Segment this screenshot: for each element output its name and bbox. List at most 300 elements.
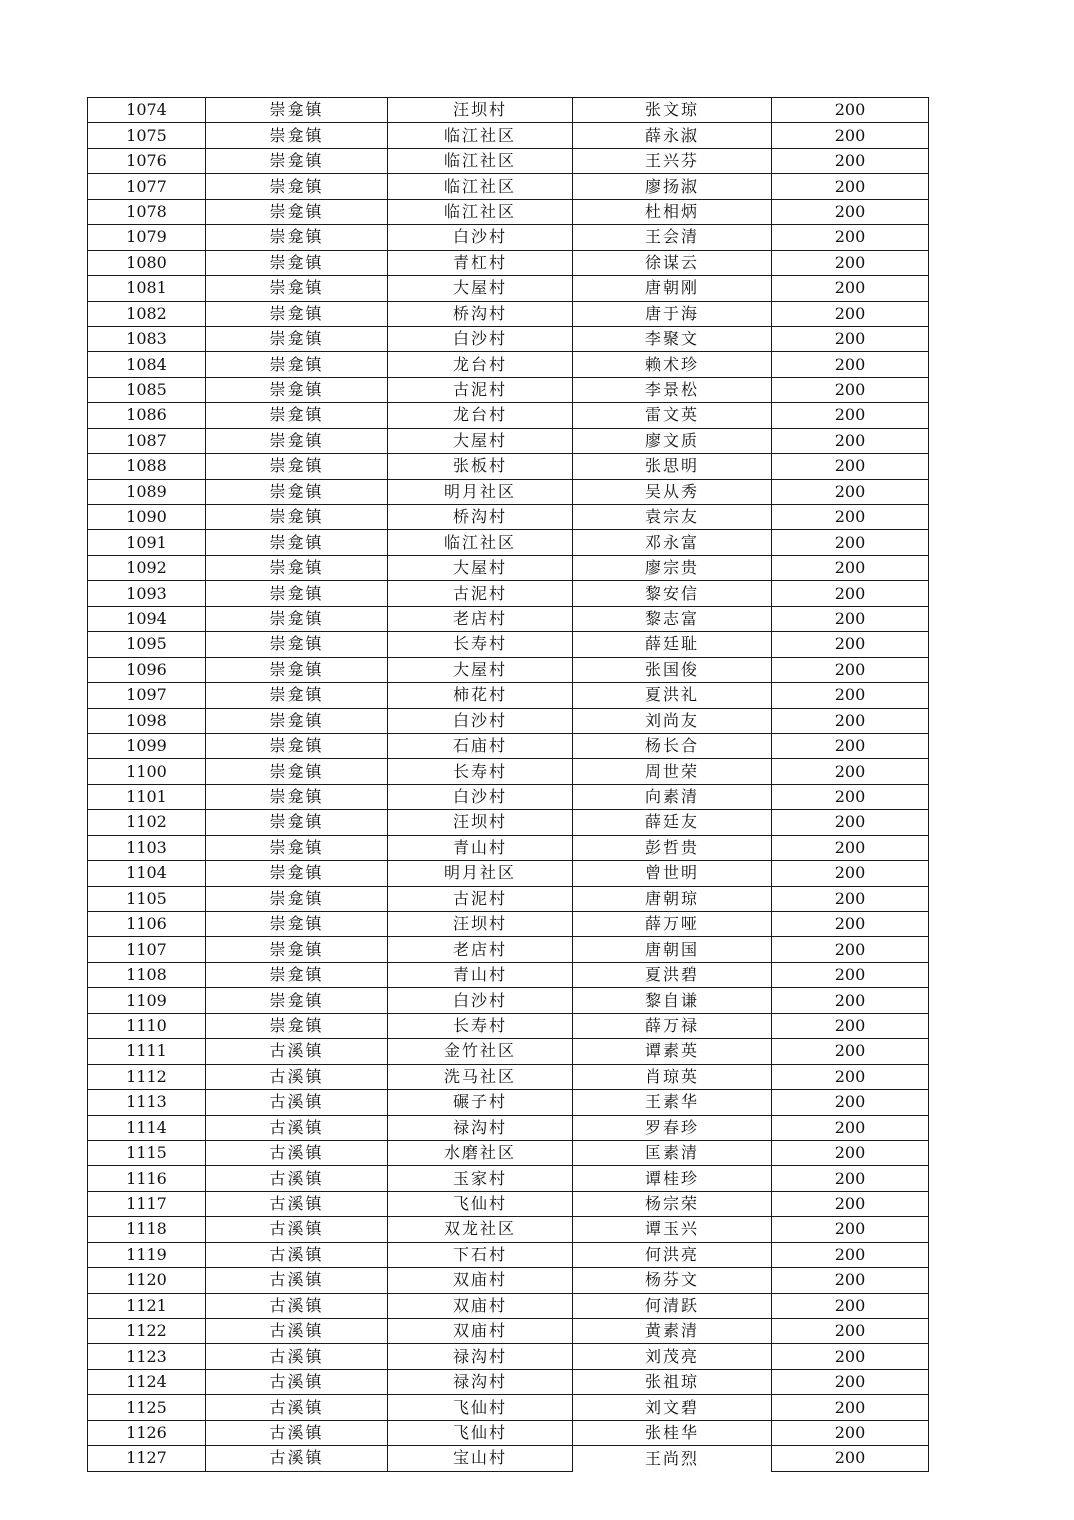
name-cell: 杨长合 [573,733,772,758]
name-cell: 何洪亮 [573,1242,772,1267]
row-number-cell: 1125 [88,1395,206,1420]
amount-cell: 200 [772,505,929,530]
village-cell: 白沙村 [388,225,573,250]
table-row [88,301,929,326]
name-cell: 张祖琼 [573,1369,772,1394]
name-cell: 彭哲贵 [573,835,772,860]
name-cell: 雷文英 [573,403,772,428]
row-number-cell: 1118 [88,1217,206,1242]
table-row [88,912,929,937]
subsidy-list-table [87,97,929,1472]
table-row [88,733,929,758]
town-cell: 古溪镇 [206,1064,388,1089]
row-number-cell: 1097 [88,683,206,708]
amount-cell: 200 [772,1369,929,1394]
name-cell: 薛廷友 [573,810,772,835]
name-cell: 李聚文 [573,326,772,351]
village-cell: 玉家村 [388,1166,573,1191]
row-number-cell: 1087 [88,428,206,453]
table-row [88,454,929,479]
name-cell: 杜相炳 [573,199,772,224]
name-cell: 向素清 [573,784,772,809]
row-number-cell: 1096 [88,657,206,682]
village-cell: 飞仙村 [388,1420,573,1445]
row-number-cell: 1112 [88,1064,206,1089]
amount-cell: 200 [772,708,929,733]
town-cell: 崇龛镇 [206,988,388,1013]
town-cell: 崇龛镇 [206,174,388,199]
row-number-cell: 1093 [88,581,206,606]
town-cell: 古溪镇 [206,1319,388,1344]
town-cell: 古溪镇 [206,1420,388,1445]
village-cell: 白沙村 [388,988,573,1013]
village-cell: 汪坝村 [388,912,573,937]
town-cell: 古溪镇 [206,1242,388,1267]
village-cell: 临江社区 [388,148,573,173]
amount-cell: 200 [772,759,929,784]
village-cell: 大屋村 [388,555,573,580]
row-number-cell: 1107 [88,937,206,962]
village-cell: 老店村 [388,937,573,962]
row-number-cell: 1084 [88,352,206,377]
table-row [88,708,929,733]
amount-cell: 200 [772,352,929,377]
table-row [88,606,929,631]
row-number-cell: 1090 [88,505,206,530]
name-cell: 唐朝琼 [573,886,772,911]
table-row [88,199,929,224]
amount-cell: 200 [772,1242,929,1267]
town-cell: 古溪镇 [206,1395,388,1420]
village-cell: 青杠村 [388,250,573,275]
name-cell: 罗春珍 [573,1115,772,1140]
row-number-cell: 1076 [88,148,206,173]
name-cell: 何清跃 [573,1293,772,1318]
name-cell: 吴从秀 [573,479,772,504]
name-cell: 谭玉兴 [573,1217,772,1242]
town-cell: 崇龛镇 [206,759,388,784]
town-cell: 崇龛镇 [206,250,388,275]
row-number-cell: 1106 [88,912,206,937]
name-cell: 谭桂珍 [573,1166,772,1191]
village-cell: 白沙村 [388,784,573,809]
amount-cell: 200 [772,810,929,835]
name-cell: 黄素清 [573,1319,772,1344]
town-cell: 古溪镇 [206,1166,388,1191]
row-number-cell: 1095 [88,632,206,657]
village-cell: 龙台村 [388,352,573,377]
row-number-cell: 1077 [88,174,206,199]
village-cell: 桥沟村 [388,301,573,326]
amount-cell: 200 [772,250,929,275]
table-row [88,1090,929,1115]
amount-cell: 200 [772,301,929,326]
town-cell: 崇龛镇 [206,937,388,962]
amount-cell: 200 [772,1090,929,1115]
table-row [88,479,929,504]
village-cell: 下石村 [388,1242,573,1267]
village-cell: 碾子村 [388,1090,573,1115]
table-row [88,250,929,275]
amount-cell: 200 [772,1039,929,1064]
town-cell: 崇龛镇 [206,148,388,173]
village-cell: 古泥村 [388,377,573,402]
table-row [88,530,929,555]
row-number-cell: 1085 [88,377,206,402]
row-number-cell: 1089 [88,479,206,504]
amount-cell: 200 [772,1064,929,1089]
village-cell: 宝山村 [388,1446,573,1471]
amount-cell: 200 [772,606,929,631]
amount-cell: 200 [772,733,929,758]
table-row [88,1064,929,1089]
name-cell: 邓永富 [573,530,772,555]
town-cell: 古溪镇 [206,1191,388,1216]
name-cell: 杨芬文 [573,1268,772,1293]
town-cell: 崇龛镇 [206,403,388,428]
amount-cell: 200 [772,479,929,504]
town-cell: 古溪镇 [206,1090,388,1115]
table-row [88,683,929,708]
town-cell: 崇龛镇 [206,784,388,809]
village-cell: 白沙村 [388,708,573,733]
table-row [88,326,929,351]
row-number-cell: 1122 [88,1319,206,1344]
name-cell: 唐于海 [573,301,772,326]
amount-cell: 200 [772,632,929,657]
town-cell: 崇龛镇 [206,98,388,123]
amount-cell: 200 [772,581,929,606]
amount-cell: 200 [772,530,929,555]
table-row [88,886,929,911]
name-cell: 张文琼 [573,98,772,123]
table-row [88,148,929,173]
town-cell: 崇龛镇 [206,377,388,402]
amount-cell: 200 [772,861,929,886]
village-cell: 大屋村 [388,657,573,682]
village-cell: 双庙村 [388,1293,573,1318]
village-cell: 古泥村 [388,581,573,606]
name-cell: 王素华 [573,1090,772,1115]
table-row [88,1191,929,1216]
village-cell: 柿花村 [388,683,573,708]
village-cell: 汪坝村 [388,810,573,835]
name-cell: 周世荣 [573,759,772,784]
amount-cell: 200 [772,1319,929,1344]
table-row [88,632,929,657]
table-body [88,98,929,1472]
name-cell: 夏洪碧 [573,962,772,987]
amount-cell: 200 [772,174,929,199]
village-cell: 长寿村 [388,632,573,657]
amount-cell: 200 [772,1217,929,1242]
village-cell: 临江社区 [388,123,573,148]
row-number-cell: 1103 [88,835,206,860]
row-number-cell: 1105 [88,886,206,911]
village-cell: 明月社区 [388,861,573,886]
row-number-cell: 1088 [88,454,206,479]
town-cell: 崇龛镇 [206,886,388,911]
town-cell: 古溪镇 [206,1268,388,1293]
village-cell: 飞仙村 [388,1395,573,1420]
name-cell: 谭素英 [573,1039,772,1064]
amount-cell: 200 [772,937,929,962]
table-row [88,428,929,453]
amount-cell: 200 [772,148,929,173]
amount-cell: 200 [772,1140,929,1165]
row-number-cell: 1081 [88,276,206,301]
amount-cell: 200 [772,555,929,580]
row-number-cell: 1083 [88,326,206,351]
name-cell: 薛万哑 [573,912,772,937]
village-cell: 青山村 [388,835,573,860]
amount-cell: 200 [772,988,929,1013]
name-cell: 黎志富 [573,606,772,631]
name-cell: 黎安信 [573,581,772,606]
town-cell: 崇龛镇 [206,301,388,326]
amount-cell: 200 [772,98,929,123]
table-row [88,98,929,123]
amount-cell: 200 [772,199,929,224]
amount-cell: 200 [772,835,929,860]
name-cell: 夏洪礼 [573,683,772,708]
town-cell: 崇龛镇 [206,479,388,504]
name-cell: 廖文质 [573,428,772,453]
row-number-cell: 1111 [88,1039,206,1064]
row-number-cell: 1080 [88,250,206,275]
name-cell: 王兴芬 [573,148,772,173]
table-row [88,581,929,606]
table-row [88,810,929,835]
town-cell: 崇龛镇 [206,352,388,377]
town-cell: 崇龛镇 [206,555,388,580]
village-cell: 长寿村 [388,759,573,784]
amount-cell: 200 [772,912,929,937]
town-cell: 古溪镇 [206,1446,388,1471]
table-row [88,759,929,784]
row-number-cell: 1120 [88,1268,206,1293]
row-number-cell: 1082 [88,301,206,326]
village-cell: 汪坝村 [388,98,573,123]
town-cell: 古溪镇 [206,1217,388,1242]
row-number-cell: 1121 [88,1293,206,1318]
town-cell: 崇龛镇 [206,530,388,555]
table-row [88,657,929,682]
village-cell: 禄沟村 [388,1115,573,1140]
table-row [88,1395,929,1420]
amount-cell: 200 [772,1166,929,1191]
name-cell: 廖宗贵 [573,555,772,580]
town-cell: 崇龛镇 [206,1013,388,1038]
name-cell: 袁宗友 [573,505,772,530]
village-cell: 飞仙村 [388,1191,573,1216]
village-cell: 大屋村 [388,276,573,301]
table-row [88,1293,929,1318]
name-cell: 张桂华 [573,1420,772,1445]
name-cell: 刘茂亮 [573,1344,772,1369]
row-number-cell: 1102 [88,810,206,835]
village-cell: 双龙社区 [388,1217,573,1242]
village-cell: 老店村 [388,606,573,631]
amount-cell: 200 [772,962,929,987]
town-cell: 古溪镇 [206,1369,388,1394]
name-cell: 曾世明 [573,861,772,886]
village-cell: 水磨社区 [388,1140,573,1165]
row-number-cell: 1114 [88,1115,206,1140]
row-number-cell: 1100 [88,759,206,784]
table-row [88,1268,929,1293]
row-number-cell: 1109 [88,988,206,1013]
village-cell: 金竹社区 [388,1039,573,1064]
village-cell: 石庙村 [388,733,573,758]
row-number-cell: 1104 [88,861,206,886]
name-cell: 刘尚友 [573,708,772,733]
town-cell: 古溪镇 [206,1115,388,1140]
name-cell: 徐谋云 [573,250,772,275]
row-number-cell: 1124 [88,1369,206,1394]
table-row [88,835,929,860]
table-row [88,555,929,580]
amount-cell: 200 [772,1268,929,1293]
village-cell: 禄沟村 [388,1344,573,1369]
table-row [88,352,929,377]
amount-cell: 200 [772,1344,929,1369]
village-cell: 临江社区 [388,530,573,555]
row-number-cell: 1098 [88,708,206,733]
table-row [88,784,929,809]
town-cell: 崇龛镇 [206,454,388,479]
amount-cell: 200 [772,454,929,479]
town-cell: 崇龛镇 [206,225,388,250]
row-number-cell: 1116 [88,1166,206,1191]
town-cell: 崇龛镇 [206,326,388,351]
village-cell: 张板村 [388,454,573,479]
village-cell: 明月社区 [388,479,573,504]
town-cell: 崇龛镇 [206,276,388,301]
town-cell: 崇龛镇 [206,505,388,530]
amount-cell: 200 [772,784,929,809]
table-row [88,225,929,250]
table-row [88,1446,929,1471]
town-cell: 崇龛镇 [206,962,388,987]
amount-cell: 200 [772,326,929,351]
village-cell: 白沙村 [388,326,573,351]
town-cell: 古溪镇 [206,1039,388,1064]
village-cell: 龙台村 [388,403,573,428]
row-number-cell: 1078 [88,199,206,224]
amount-cell: 200 [772,276,929,301]
town-cell: 崇龛镇 [206,428,388,453]
village-cell: 桥沟村 [388,505,573,530]
name-cell: 李景松 [573,377,772,402]
row-number-cell: 1101 [88,784,206,809]
town-cell: 崇龛镇 [206,810,388,835]
row-number-cell: 1110 [88,1013,206,1038]
town-cell: 古溪镇 [206,1140,388,1165]
name-cell: 黎自谦 [573,988,772,1013]
table-row [88,937,929,962]
town-cell: 崇龛镇 [206,708,388,733]
name-cell: 薛廷耻 [573,632,772,657]
table-row [88,174,929,199]
table-row [88,1217,929,1242]
name-cell: 王尚烈 [573,1446,772,1471]
row-number-cell: 1127 [88,1446,206,1471]
amount-cell: 200 [772,1115,929,1140]
table-row [88,1140,929,1165]
amount-cell: 200 [772,225,929,250]
name-cell: 刘文碧 [573,1395,772,1420]
village-cell: 临江社区 [388,199,573,224]
amount-cell: 200 [772,1420,929,1445]
table-row [88,123,929,148]
name-cell: 张思明 [573,454,772,479]
name-cell: 赖术珍 [573,352,772,377]
amount-cell: 200 [772,1293,929,1318]
village-cell: 青山村 [388,962,573,987]
row-number-cell: 1119 [88,1242,206,1267]
town-cell: 崇龛镇 [206,606,388,631]
name-cell: 唐朝刚 [573,276,772,301]
table-row [88,377,929,402]
town-cell: 崇龛镇 [206,123,388,148]
amount-cell: 200 [772,886,929,911]
table-row [88,1115,929,1140]
town-cell: 崇龛镇 [206,632,388,657]
name-cell: 杨宗荣 [573,1191,772,1216]
town-cell: 崇龛镇 [206,199,388,224]
name-cell: 王会清 [573,225,772,250]
amount-cell: 200 [772,1191,929,1216]
table-row [88,1166,929,1191]
table-row [88,505,929,530]
village-cell: 洗马社区 [388,1064,573,1089]
amount-cell: 200 [772,428,929,453]
village-cell: 双庙村 [388,1319,573,1344]
table-row [88,1242,929,1267]
row-number-cell: 1074 [88,98,206,123]
row-number-cell: 1086 [88,403,206,428]
amount-cell: 200 [772,1013,929,1038]
village-cell: 临江社区 [388,174,573,199]
amount-cell: 200 [772,683,929,708]
amount-cell: 200 [772,657,929,682]
row-number-cell: 1079 [88,225,206,250]
town-cell: 崇龛镇 [206,733,388,758]
amount-cell: 200 [772,403,929,428]
amount-cell: 200 [772,123,929,148]
row-number-cell: 1115 [88,1140,206,1165]
village-cell: 古泥村 [388,886,573,911]
town-cell: 崇龛镇 [206,912,388,937]
town-cell: 崇龛镇 [206,657,388,682]
name-cell: 廖扬淑 [573,174,772,199]
name-cell: 薛永淑 [573,123,772,148]
town-cell: 崇龛镇 [206,581,388,606]
town-cell: 古溪镇 [206,1344,388,1369]
table-row [88,403,929,428]
row-number-cell: 1075 [88,123,206,148]
row-number-cell: 1091 [88,530,206,555]
row-number-cell: 1094 [88,606,206,631]
amount-cell: 200 [772,1446,929,1471]
row-number-cell: 1126 [88,1420,206,1445]
name-cell: 唐朝国 [573,937,772,962]
town-cell: 古溪镇 [206,1293,388,1318]
table-row [88,1420,929,1445]
row-number-cell: 1117 [88,1191,206,1216]
table-row [88,1013,929,1038]
